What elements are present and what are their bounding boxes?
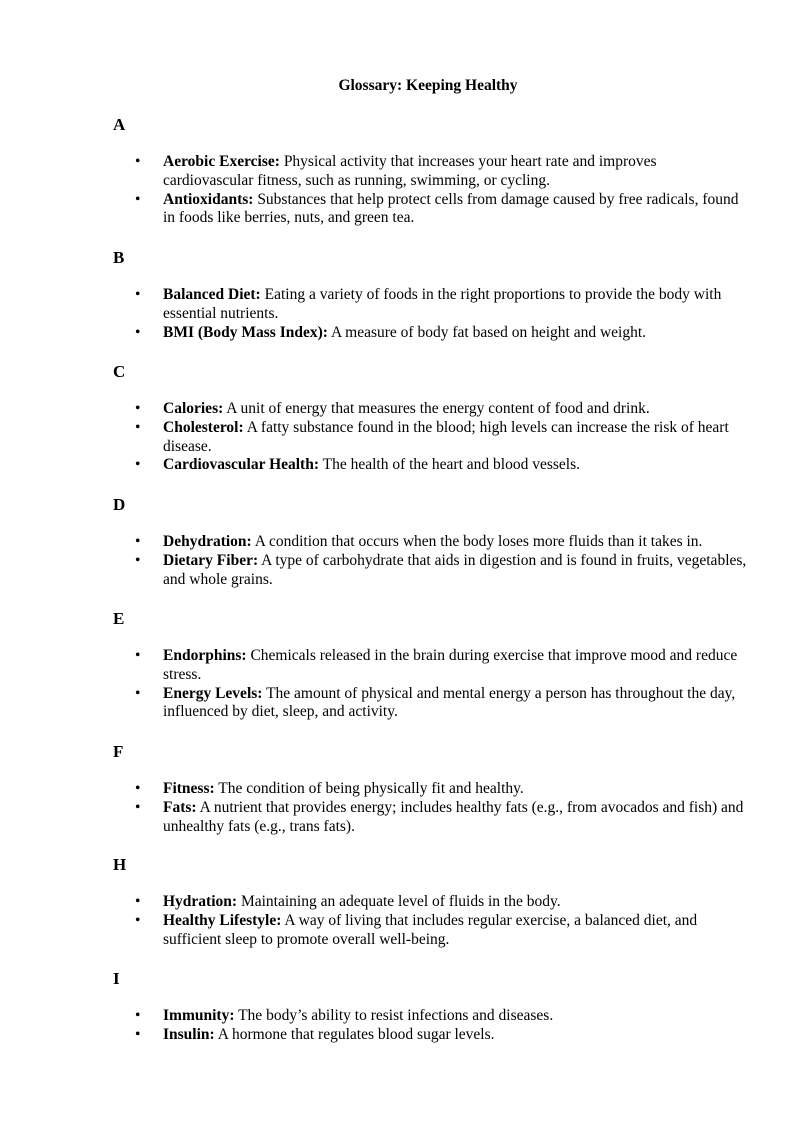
section-letter-f: F <box>113 742 124 761</box>
section-letter-c: C <box>113 362 126 381</box>
definition: Chemicals released in the brain during exercise that improve mood and reduce stress. <box>163 647 738 683</box>
glossary-item-dehydration <box>135 533 747 552</box>
section-list-h <box>135 893 747 949</box>
bullet: • <box>135 647 141 664</box>
bullet: • <box>135 400 141 417</box>
bullet: • <box>135 798 141 816</box>
bullet: • <box>135 893 141 910</box>
definition: Maintaining an adequate level of fluids in the body. <box>240 893 561 910</box>
definition: A fatty substance found in the blood; high levels can increase the risk of heart disease. <box>163 418 729 455</box>
bullet: • <box>135 1007 141 1024</box>
bullet: • <box>135 533 141 550</box>
term: Cholesterol: <box>163 418 244 436</box>
term: Calories: <box>163 400 224 417</box>
section-list-d <box>135 533 747 589</box>
term: BMI (Body Mass Index): <box>163 323 328 341</box>
glossary-item-insulin <box>135 1026 747 1045</box>
bullet: • <box>135 323 141 341</box>
bullet: • <box>135 684 141 702</box>
bullet: • <box>135 780 141 797</box>
term: Endorphins: <box>163 647 247 664</box>
bullet: • <box>135 286 141 303</box>
glossary-item-antioxidants <box>135 191 747 229</box>
term: Aerobic Exercise: <box>163 153 280 170</box>
glossary-item-cholesterol <box>135 419 747 457</box>
term: Balanced Diet: <box>163 286 261 303</box>
section-letter-h: H <box>113 855 127 874</box>
glossary-item-balanced-diet <box>135 286 747 324</box>
section-list-e <box>135 647 747 722</box>
term: Fats: <box>163 798 197 816</box>
glossary-item-energy-levels <box>135 685 747 723</box>
definition: The body’s ability to resist infections and diseases. <box>238 1007 554 1024</box>
bullet: • <box>135 551 141 569</box>
definition: The amount of physical and mental energy a person has throughout the day, influenced by diet, sleep, and activity. <box>163 684 736 721</box>
glossary-item-fitness <box>135 780 747 799</box>
glossary-item-aerobic-exercise <box>135 153 747 191</box>
definition: A way of living that includes regular exercise, a balanced diet, and sufficient sleep to promote overall well-being. <box>163 911 698 948</box>
definition: A unit of energy that measures the energy content of food and drink. <box>226 400 650 417</box>
glossary-item-endorphins <box>135 647 747 685</box>
bullet: • <box>135 1025 141 1043</box>
definition: A nutrient that provides energy; includes healthy fats (e.g., from avocados and fish) and unhealthy fats (e.g., trans fats). <box>163 798 744 835</box>
definition: The condition of being physically fit and healthy. <box>218 780 524 797</box>
section-list-i <box>135 1007 747 1045</box>
glossary-item-immunity <box>135 1007 747 1026</box>
term: Fitness: <box>163 780 215 797</box>
glossary-title: Glossary: Keeping Healthy <box>338 77 518 94</box>
definition: The health of the heart and blood vessels. <box>322 456 581 474</box>
glossary-item-bmi <box>135 324 747 343</box>
bullet: • <box>135 911 141 929</box>
term: Healthy Lifestyle: <box>163 911 282 929</box>
glossary-item-healthy-lifestyle <box>135 912 747 950</box>
term: Energy Levels: <box>163 684 263 702</box>
section-letter-i: I <box>113 969 120 988</box>
bullet: • <box>135 153 141 170</box>
definition: Eating a variety of foods in the right proportions to provide the body with essential nutrients. <box>163 286 722 322</box>
term: Dietary Fiber: <box>163 551 259 569</box>
term: Hydration: <box>163 893 238 910</box>
section-letter-e: E <box>113 609 125 628</box>
definition: Substances that help protect cells from damage caused by free radicals, found in foods like berries, nuts, and green tea. <box>163 190 739 227</box>
term: Insulin: <box>163 1025 215 1043</box>
section-letter-d: D <box>113 495 126 514</box>
definition: A type of carbohydrate that aids in digestion and is found in fruits, vegetables, and whole grains. <box>163 551 747 588</box>
section-list-f <box>135 780 747 836</box>
section-list-b <box>135 286 747 342</box>
glossary-item-hydration <box>135 893 747 912</box>
term: Dehydration: <box>163 533 252 550</box>
term: Immunity: <box>163 1007 235 1024</box>
section-list-c <box>135 400 747 475</box>
bullet: • <box>135 418 141 436</box>
term: Cardiovascular Health: <box>163 456 319 474</box>
glossary-item-calories <box>135 400 747 419</box>
glossary-item-cardiovascular-health <box>135 456 747 475</box>
term: Antioxidants: <box>163 190 254 208</box>
section-list-a <box>135 153 747 228</box>
bullet: • <box>135 456 141 474</box>
definition: A condition that occurs when the body loses more fluids than it takes in. <box>254 533 703 550</box>
definition: Physical activity that increases your heart rate and improves cardiovascular fitness, such as running, swimming, or cycling. <box>163 153 657 189</box>
glossary-item-fats <box>135 799 747 837</box>
bullet: • <box>135 190 141 208</box>
definition: A hormone that regulates blood sugar levels. <box>217 1025 495 1043</box>
section-letter-a: A <box>113 115 126 134</box>
definition: A measure of body fat based on height and weight. <box>330 323 647 341</box>
glossary-item-dietary-fiber <box>135 552 747 590</box>
section-letter-b: B <box>113 248 125 267</box>
